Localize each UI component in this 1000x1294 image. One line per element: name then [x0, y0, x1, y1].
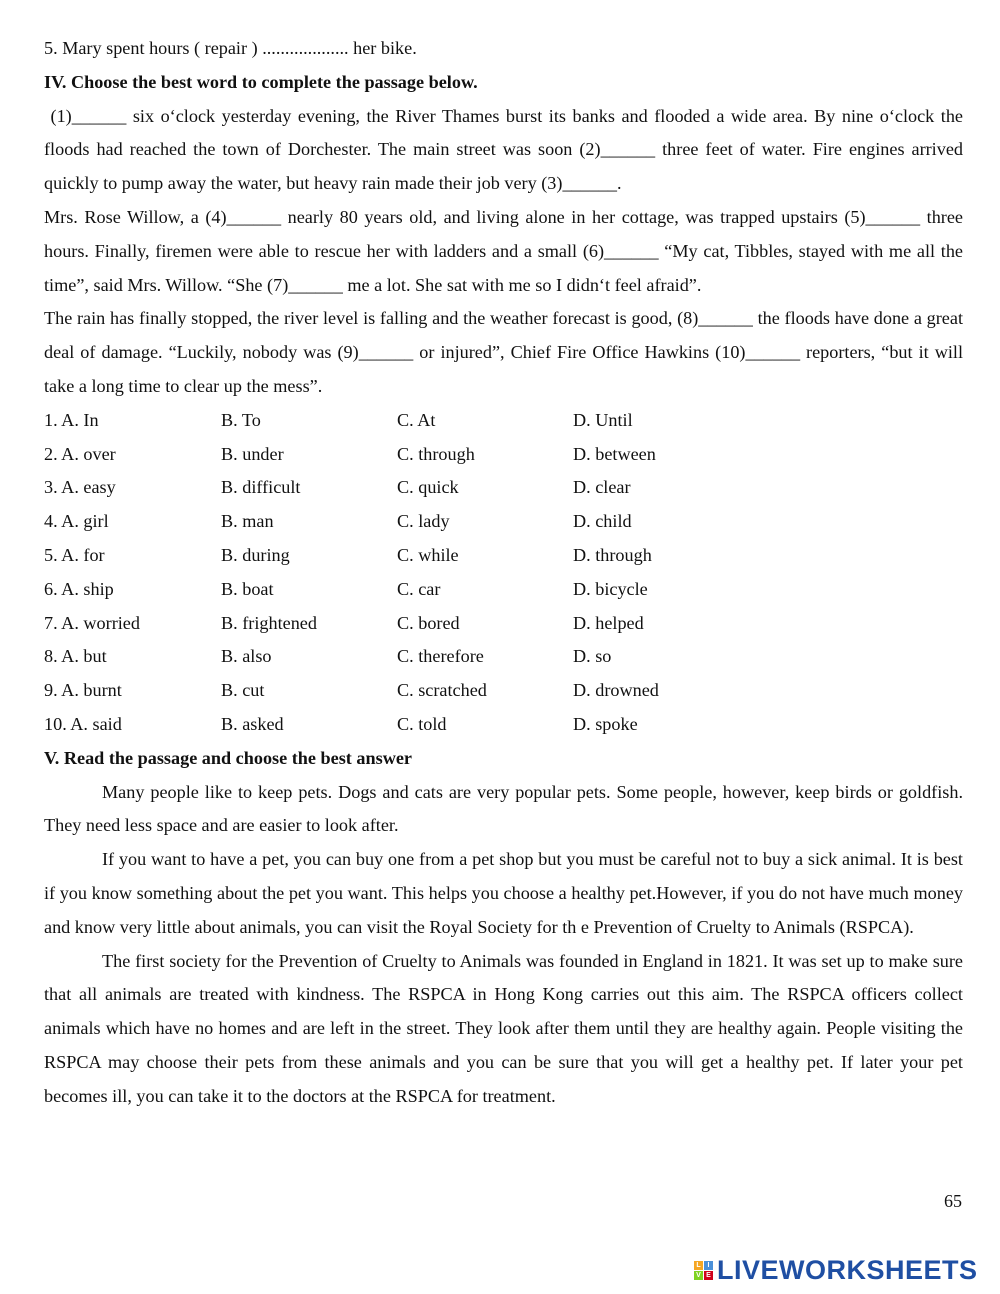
- logo-text: LIVEWORKSHEETS: [717, 1255, 978, 1285]
- question-row: [44, 505, 963, 539]
- option-a[interactable]: 9. A. burnt: [44, 680, 122, 701]
- option-b[interactable]: B. under: [221, 443, 284, 464]
- option-c[interactable]: C. At: [397, 409, 436, 430]
- option-c[interactable]: C. scratched: [397, 680, 487, 701]
- option-c[interactable]: C. told: [397, 713, 447, 734]
- option-b[interactable]: B. asked: [221, 713, 284, 734]
- option-a[interactable]: 6. A. ship: [44, 578, 114, 599]
- option-a[interactable]: 1. A. In: [44, 409, 99, 430]
- question-row: [44, 607, 963, 641]
- option-b[interactable]: B. boat: [221, 578, 274, 599]
- option-c[interactable]: C. therefore: [397, 646, 484, 667]
- question-row: [44, 404, 963, 438]
- option-d[interactable]: D. spoke: [573, 713, 638, 734]
- section-4-heading: IV. Choose the best word to complete the passage below.: [44, 71, 478, 92]
- option-c[interactable]: C. car: [397, 578, 441, 599]
- passage-paragraph: Mrs. Rose Willow, a (4)______ nearly 80 years old, and living alone in her cottage, was trapped upstairs (5)______ three hours. Finally, firemen were able to rescue her with ladders and a small (6)______ “My cat, Tibbles, stayed with me all the time”, said Mrs. Willow. “She (7)______ me a lot. She sat with me so I didn‘t feel afraid”.: [44, 206, 963, 295]
- logo-block-v: V: [694, 1271, 703, 1280]
- option-d[interactable]: D. helped: [573, 612, 644, 633]
- option-b[interactable]: B. during: [221, 544, 290, 565]
- worksheet-page: [44, 32, 968, 1114]
- section-5-heading: V. Read the passage and choose the best answer: [44, 747, 412, 768]
- option-a[interactable]: 4. A. girl: [44, 511, 109, 532]
- question-row: [44, 674, 963, 708]
- question-row: [44, 438, 963, 472]
- logo-block-l: L: [694, 1261, 703, 1270]
- option-d[interactable]: D. drowned: [573, 680, 659, 701]
- option-c[interactable]: C. quick: [397, 477, 459, 498]
- option-b[interactable]: B. cut: [221, 680, 265, 701]
- option-b[interactable]: B. also: [221, 646, 272, 667]
- option-c[interactable]: C. lady: [397, 511, 450, 532]
- option-b[interactable]: B. To: [221, 409, 261, 430]
- option-b[interactable]: B. frightened: [221, 612, 317, 633]
- option-a[interactable]: 10. A. said: [44, 713, 122, 734]
- option-d[interactable]: D. between: [573, 443, 656, 464]
- option-a[interactable]: 7. A. worried: [44, 612, 140, 633]
- option-d[interactable]: D. Until: [573, 409, 633, 430]
- logo-block-i: I: [704, 1261, 713, 1270]
- reading-paragraph: The first society for the Prevention of Cruelty to Animals was founded in England in 1821. It was set up to make sure that all animals are treated with kindness. The RSPCA in Hong Kong carries out this aim. The RSPCA officers collect animals which have no homes and are left in the street. They look after them until they are healthy again. People visiting the RSPCA may choose their pets from these animals and you can be sure that you will get a healthy pet. If later your pet becomes ill, you can take it to the doctors at the RSPCA for treatment.: [44, 950, 963, 1106]
- passage-paragraph: (1)______ six o‘clock yesterday evening, the River Thames burst its banks and flooded a wide area. By nine o‘clock the floods had reached the town of Dorchester. The main street was soon (2)______ three feet of water. Fire engines arrived quickly to pump away the water, but heavy rain made their job very (3)______.: [44, 105, 968, 194]
- option-a[interactable]: 5. A. for: [44, 544, 105, 565]
- question-row: [44, 573, 963, 607]
- option-a[interactable]: 8. A. but: [44, 646, 107, 667]
- logo-blocks-icon: [694, 1261, 713, 1280]
- option-b[interactable]: B. man: [221, 511, 274, 532]
- option-c[interactable]: C. through: [397, 443, 475, 464]
- option-a[interactable]: 3. A. easy: [44, 477, 116, 498]
- option-d[interactable]: D. child: [573, 511, 632, 532]
- question-row: [44, 539, 963, 573]
- passage-paragraph: The rain has finally stopped, the river level is falling and the weather forecast is good, (8)______ the floods have done a great deal of damage. “Luckily, nobody was (9)______ or injured”, Chief Fire Office Hawkins (10)______ reporters, “but it will take a long time to clear up the mess”.: [44, 308, 963, 396]
- option-d[interactable]: D. through: [573, 544, 652, 565]
- question-row: [44, 708, 963, 742]
- option-d[interactable]: D. bicycle: [573, 578, 648, 599]
- page-number: 65: [944, 1191, 962, 1211]
- option-c[interactable]: C. bored: [397, 612, 460, 633]
- option-c[interactable]: C. while: [397, 544, 459, 565]
- reading-paragraph: If you want to have a pet, you can buy one from a pet shop but you must be careful not to buy a sick animal. It is best if you know something about the pet you want. This helps you choose a healthy pet.However, if you do not have much money and know very little about animals, you can visit the Royal Society for th e Prevention of Cruelty to Animals (RSPCA).: [44, 849, 963, 937]
- option-a[interactable]: 2. A. over: [44, 443, 116, 464]
- logo-block-e: E: [704, 1271, 713, 1280]
- question-row: [44, 471, 963, 505]
- option-d[interactable]: D. so: [573, 646, 612, 667]
- option-d[interactable]: D. clear: [573, 477, 631, 498]
- answer-options-list: [44, 404, 963, 742]
- option-b[interactable]: B. difficult: [221, 477, 301, 498]
- reading-paragraph: Many people like to keep pets. Dogs and cats are very popular pets. Some people, however, keep birds or goldfish. They need less space and are easier to look after.: [44, 781, 963, 836]
- liveworksheets-logo[interactable]: [694, 1255, 978, 1286]
- question-row: [44, 640, 963, 674]
- exercise-item-5: 5. Mary spent hours ( repair ) ................... her bike.: [44, 38, 417, 58]
